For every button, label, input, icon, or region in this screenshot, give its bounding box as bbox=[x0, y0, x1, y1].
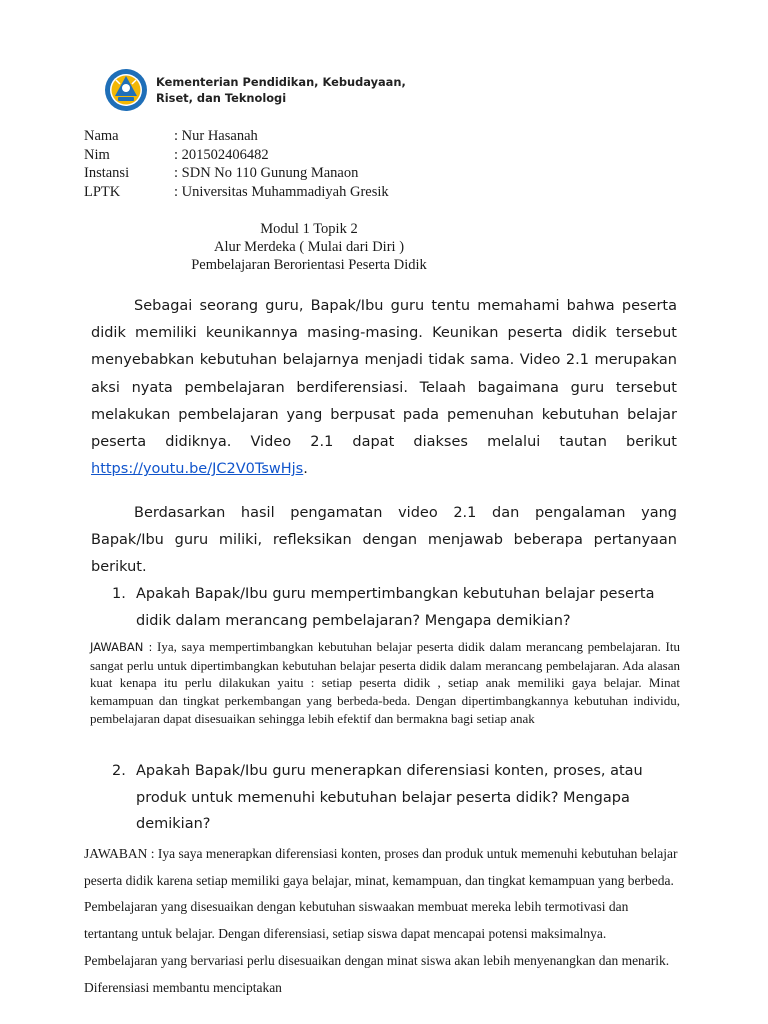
identity-label: Nama bbox=[84, 128, 119, 144]
identity-row bbox=[84, 164, 389, 183]
question-text: Apakah Bapak/Ibu guru mempertimbangkan kebutuhan belajar peserta didik dalam merancang pembelajaran? Mengapa demikian? bbox=[136, 586, 655, 629]
intro-period: . bbox=[303, 461, 308, 478]
identity-row bbox=[84, 183, 389, 202]
identity-block bbox=[84, 127, 389, 201]
identity-label: LPTK bbox=[84, 183, 121, 200]
question-text: Apakah Bapak/Ibu guru menerapkan diferensiasi konten, proses, atau produk untuk memenuhi kebutuhan belajar peserta didik? Mengapa demikian? bbox=[136, 763, 643, 832]
question-1 bbox=[112, 581, 678, 634]
answer-text: Iya saya menerapkan diferensiasi konten, proses dan produk untuk memenuhi kebutuhan belajar peserta didik karena setiap memiliki gaya belajar, minat, kemampuan, dan tingkat kemampuan yang berbeda. Pembelajaran yang disesuaikan dengan kebutuhan siswaakan membuat mereka lebih termotivasi dan tertantang untuk belajar. Dengan diferensiasi, setiap siswa dapat mencapai potensi maksimalnya. Pembelajaran yang bervariasi perlu disesuaikan dengan minat siswa akan lebih menyenangkan dan menarik. Diferensiasi membantu menciptakan bbox=[84, 846, 678, 995]
answer-1 bbox=[90, 638, 680, 728]
identity-label: Instansi bbox=[84, 165, 130, 181]
intro-paragraph bbox=[91, 293, 677, 483]
tut-wuri-handayani-logo-icon bbox=[104, 68, 148, 112]
video-link[interactable]: https://youtu.be/JC2V0TswHjs bbox=[91, 461, 304, 478]
ministry-name bbox=[156, 74, 406, 106]
answer-text: Iya, saya mempertimbangkan kebutuhan belajar peserta didik dalam merancang pembelajaran. Itu sangat perlu untuk dipertimbangkan kebutuhan belajar peserta didik dalam merancang pembelajaran. Ada alasan kuat kenapa itu perlu dilakukan yaitu : setiap peserta didik , setiap anak memiliki gaya belajar. Minat kemampuan dan tingkat perkembangan yang berbeda-beda. Dengan dipertimbangkannya kebutuhan individu, pembelajaran dapat disesuaikan sehingga lebih efektif dan bermakna bagi setiap anak bbox=[90, 639, 680, 726]
question-number: 1. bbox=[112, 586, 126, 602]
identity-row bbox=[84, 127, 389, 146]
identity-value: : 201502406482 bbox=[174, 146, 269, 163]
answer-label: JAWABAN : bbox=[84, 846, 155, 861]
list-item bbox=[112, 581, 678, 634]
section-title: Alur Merdeka ( Mulai dari Diri ) bbox=[213, 239, 405, 255]
document-titles bbox=[0, 220, 618, 274]
identity-label: Nim bbox=[84, 146, 110, 163]
intro-text: Sebagai seorang guru, Bapak/Ibu guru tentu memahami bahwa peserta didik memiliki keunikannya masing-masing. Keunikan peserta didik tersebut menyebabkan kebutuhan belajarnya menjadi tidak sama. Video 2.1 merupakan aksi nyata pembelajaran berdiferensiasi. Telaah bagaimana guru tersebut melakukan pembelajaran yang berpusat pada pemenuhan kebutuhan belajar peserta didiknya. Video 2.1 dapat diakses melalui tautan berikut bbox=[91, 298, 677, 451]
question-2 bbox=[112, 758, 678, 838]
instruction-paragraph bbox=[91, 500, 677, 580]
instruction-text: Berdasarkan hasil pengamatan video 2.1 dan pengalaman yang Bapak/Ibu guru miliki, refleksikan dengan menjawab beberapa pertanyaan berikut. bbox=[91, 505, 677, 575]
topic-title: Pembelajaran Berorientasi Peserta Didik bbox=[191, 257, 427, 273]
module-title: Modul 1 Topik 2 bbox=[260, 221, 358, 237]
ministry-header bbox=[104, 68, 406, 112]
ministry-line-1: Kementerian Pendidikan, Kebudayaan, bbox=[156, 75, 406, 89]
ministry-line-2: Riset, dan Teknologi bbox=[156, 91, 287, 105]
identity-value: : Universitas Muhammadiyah Gresik bbox=[174, 183, 389, 200]
identity-value: : Nur Hasanah bbox=[174, 128, 258, 144]
identity-value: : SDN No 110 Gunung Manaon bbox=[174, 165, 359, 181]
identity-row bbox=[84, 146, 389, 165]
answer-2 bbox=[84, 841, 680, 1001]
list-item bbox=[112, 758, 678, 838]
answer-label: JAWABAN : bbox=[90, 640, 153, 654]
question-number: 2. bbox=[112, 763, 126, 779]
